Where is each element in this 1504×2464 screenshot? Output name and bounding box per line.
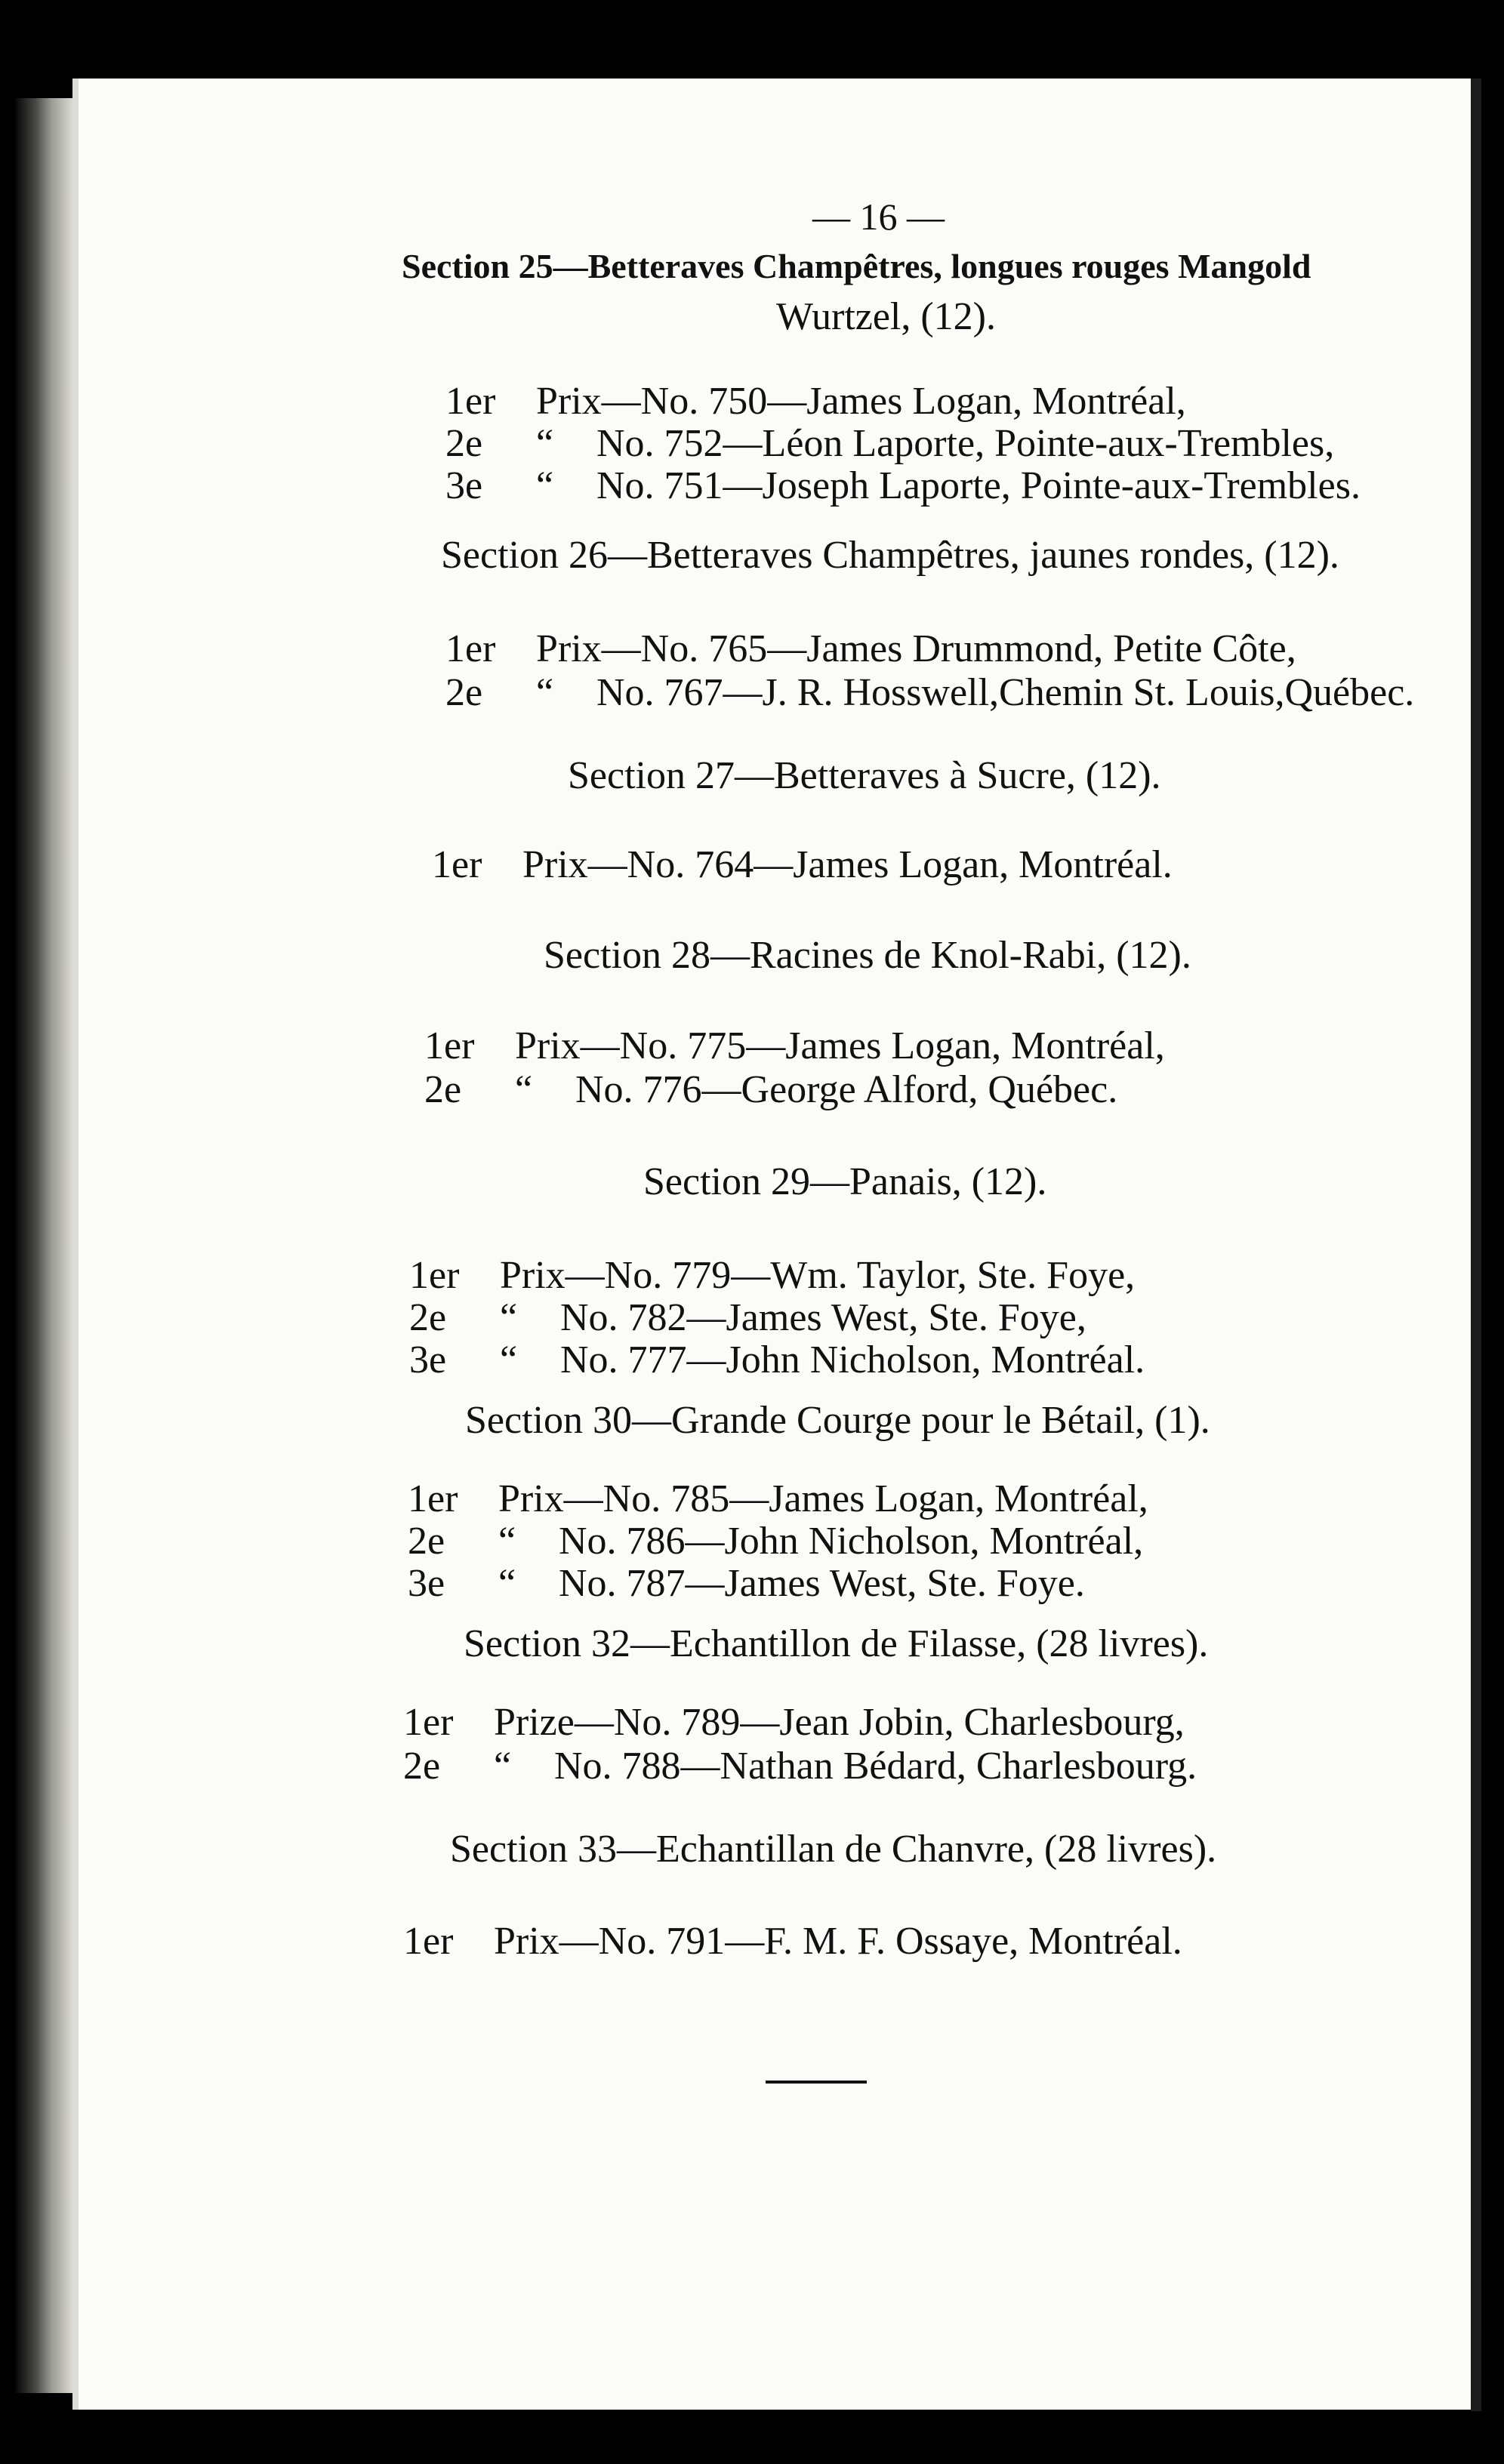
prize-rank: 1er (409, 1254, 460, 1297)
prize-rank: 1er (403, 1920, 454, 1963)
section-27-prize-1 (432, 845, 1173, 885)
prize-text: Prix—No. 791—F. M. F. Ossaye, Montréal. (494, 1920, 1182, 1963)
section-25-heading-cont: Wurtzel, (12). (776, 295, 997, 338)
prize-text: No. 752—Léon Laporte, Pointe-aux-Trembles, (596, 422, 1335, 465)
section-32-prize-2 (403, 1747, 1197, 1786)
prize-text: Prix—No. 765—James Drummond, Petite Côte, (536, 627, 1296, 670)
ditto-mark: “ (536, 422, 554, 465)
section-30-prize-1 (408, 1477, 1148, 1520)
section-28-prize-2 (424, 1070, 1117, 1110)
prize-rank: 2e (445, 422, 483, 465)
prize-rank: 1er (403, 1701, 454, 1744)
section-26-prize-2 (445, 673, 1414, 713)
section-25-prize-2 (445, 424, 1334, 464)
prize-text: No. 767—J. R. Hosswell,Chemin St. Louis,Québec. (596, 671, 1415, 714)
ditto-mark: “ (515, 1068, 533, 1111)
section-28-heading: Section 28—Racines de Knol-Rabi, (12). (544, 934, 1191, 977)
ditto-mark: “ (494, 1745, 512, 1788)
ditto-mark: “ (498, 1562, 516, 1605)
prize-text: Prix—No. 785—James Logan, Montréal, (498, 1477, 1148, 1520)
prize-rank: 2e (403, 1745, 441, 1788)
prize-text: No. 787—James West, Ste. Foye. (559, 1562, 1085, 1605)
prize-rank: 1er (432, 843, 482, 886)
prize-text: No. 788—Nathan Bédard, Charlesbourg. (554, 1745, 1197, 1788)
section-27-heading: Section 27—Betteraves à Sucre, (12). (568, 754, 1161, 797)
section-30-prize-3 (408, 1564, 1085, 1603)
prize-text: Prix—No. 775—James Logan, Montréal, (515, 1024, 1165, 1067)
ditto-mark: “ (536, 464, 554, 507)
prize-rank: 1er (445, 627, 496, 670)
section-26-heading: Section 26—Betteraves Champêtres, jaunes rondes, (12). (441, 534, 1339, 577)
prize-rank: 2e (445, 671, 483, 714)
prize-rank: 2e (409, 1296, 447, 1339)
prize-rank: 3e (409, 1338, 447, 1381)
section-29-prize-1 (409, 1256, 1135, 1295)
prize-rank: 1er (445, 380, 496, 423)
prize-text: No. 777—John Nicholson, Montréal. (560, 1338, 1145, 1381)
section-25-heading: Section 25—Betteraves Champêtres, longues rouges Mangold (402, 247, 1311, 285)
prize-text: No. 776—George Alford, Québec. (575, 1068, 1118, 1111)
section-30-prize-2 (408, 1522, 1143, 1561)
prize-text: No. 782—James West, Ste. Foye, (560, 1296, 1086, 1339)
section-30-heading: Section 30—Grande Courge pour le Bétail, (1). (465, 1399, 1210, 1442)
section-29-prize-2 (409, 1298, 1086, 1338)
section-32-heading: Section 32—Echantillon de Filasse, (28 livres). (464, 1622, 1209, 1665)
prize-text: Prize—No. 789—Jean Jobin, Charlesbourg, (494, 1701, 1185, 1744)
prize-text: Prix—No. 750—James Logan, Montréal, (536, 380, 1186, 423)
page-edge-shadow (15, 98, 76, 2393)
ditto-mark: “ (498, 1520, 516, 1563)
section-33-heading: Section 33—Echantillan de Chanvre, (28 livres). (450, 1828, 1217, 1871)
prize-text: No. 751—Joseph Laporte, Pointe-aux-Trembles. (596, 464, 1361, 507)
ditto-mark: “ (536, 671, 554, 714)
prize-rank: 2e (408, 1520, 445, 1563)
prize-text: Prix—No. 779—Wm. Taylor, Ste. Foye, (500, 1254, 1136, 1297)
section-25-prize-1 (445, 382, 1186, 421)
section-25-prize-3 (445, 464, 1361, 507)
section-33-prize-1 (403, 1922, 1182, 1961)
section-29-heading: Section 29—Panais, (12). (643, 1160, 1047, 1203)
section-29-prize-3 (409, 1338, 1145, 1381)
prize-text: No. 786—John Nicholson, Montréal, (559, 1520, 1144, 1563)
section-32-prize-1 (403, 1703, 1185, 1742)
prize-rank: 1er (424, 1024, 475, 1067)
prize-rank: 3e (445, 464, 483, 507)
prize-text: Prix—No. 764—James Logan, Montréal. (522, 843, 1173, 886)
prize-rank: 2e (424, 1068, 462, 1111)
prize-rank: 1er (408, 1477, 458, 1520)
ditto-mark: “ (500, 1338, 518, 1381)
page-edge-right (1471, 79, 1481, 2411)
closing-rule (766, 2081, 867, 2084)
section-28-prize-1 (424, 1024, 1165, 1067)
ditto-mark: “ (500, 1296, 518, 1339)
prize-rank: 3e (408, 1562, 445, 1605)
page-number: — 16 — (812, 196, 945, 238)
section-26-prize-1 (445, 627, 1296, 670)
